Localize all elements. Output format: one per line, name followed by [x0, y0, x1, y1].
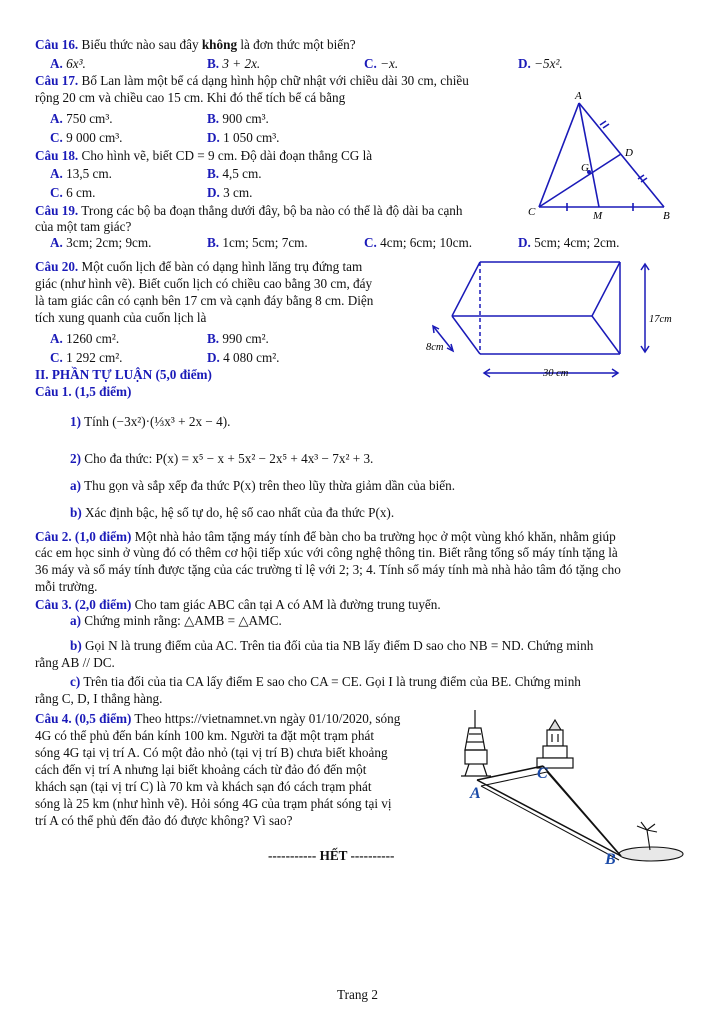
c3-intro: Câu 3. (2,0 điểm) Cho tam giác ABC cân tại A có AM là đường trung tuyến. [35, 597, 441, 612]
c4-line5: khách sạn (tại vị trí C) là 70 km và khách sạn đó cách trạm phát [35, 779, 372, 794]
q18-option-d: D. 3 cm. [207, 185, 253, 200]
label-a: A [575, 90, 582, 102]
page-number: Trang 2 [337, 987, 378, 1002]
q20-option-c: C. 1 292 cm². [50, 350, 123, 365]
q20-option-a: A. 1260 cm². [50, 331, 120, 346]
q17-option-c: C. 9 000 cm³. [50, 130, 123, 145]
tower-icon [461, 710, 491, 776]
c4-line1: Câu 4. (0,5 điểm) Theo https://vietnamnet.vn ngày 01/10/2020, sóng [35, 711, 401, 726]
label-m: M [593, 210, 603, 222]
prism-depth-label: 8cm [426, 342, 444, 353]
q20-stem-3: là tam giác cân có cạnh bên 17 cm và cạnh đáy bằng 8 cm. Diện [35, 293, 374, 308]
q16-stem: Câu 16. Biểu thức nào sau đây không là đơn thức một biến? [35, 37, 356, 52]
label-tower-a: A [470, 785, 481, 802]
island-icon [619, 822, 683, 861]
q18-option-a: A. 13,5 cm. [50, 166, 112, 181]
q18-option-c: C. 6 cm. [50, 185, 96, 200]
hotel-icon [537, 720, 573, 768]
c4-line6: sóng là 25 km (như hình vẽ). Hỏi sóng 4G của trạm phát sóng tại vị [35, 796, 392, 811]
c4-line4: cách đến vị trí A nhưng lại biết khoảng cách từ đảo đó đến một [35, 762, 367, 777]
q16-option-a: A. 6x³. [50, 56, 86, 71]
c4-line7: trí A có thể phủ đến đảo đó được không? Vì sao? [35, 813, 293, 828]
q17-stem-2: rộng 20 cm và chiều cao 15 cm. Khi đó thể tích bể cá bằng [35, 90, 346, 105]
label-d: D [625, 147, 633, 159]
q17-option-d: D. 1 050 cm³. [207, 130, 280, 145]
q18-stem: Câu 18. Cho hình vẽ, biết CD = 9 cm. Độ dài đoạn thẳng CG là [35, 148, 373, 163]
prism-height-label: 17cm [649, 314, 672, 325]
label-g: G [581, 162, 589, 174]
c4-line2: 4G có thể phủ đến bán kính 100 km. Người ta đặt một trạm phát [35, 728, 374, 743]
q17-option-a: A. 750 cm³. [50, 111, 113, 126]
q19-option-d: D. 5cm; 4cm; 2cm. [518, 235, 620, 250]
triangle-figure [520, 88, 690, 223]
q17-stem: Câu 17. Bố Lan làm một bể cá dạng hình hộp chữ nhật với chiều dài 30 cm, chiều [35, 73, 469, 88]
end-marker: ----------- HẾT ---------- [268, 848, 395, 863]
c1-part1: 1) Tính (−3x²)·(⅓x³ + 2x − 4). [70, 414, 231, 429]
q19-option-a: A. 3cm; 2cm; 9cm. [50, 235, 152, 250]
c3-part-b: b) Gọi N là trung điểm của AC. Trên tia đối của tia NB lấy điểm D sao cho NB = ND. Chứng minh [70, 638, 594, 653]
c3-part-c-2: rằng C, D, I thẳng hàng. [35, 691, 163, 706]
tower-figure [455, 700, 695, 870]
c3-part-a: a) Chứng minh rằng: △AMB = △AMC. [70, 613, 282, 628]
q19-option-b: B. 1cm; 5cm; 7cm. [207, 235, 308, 250]
c2-line1: Câu 2. (1,0 điểm) Một nhà hảo tâm tặng máy tính để bàn cho ba trường học ở một vùng khó khăn, nhằm giúp [35, 529, 616, 544]
q18-option-b: B. 4,5 cm. [207, 166, 262, 181]
c1-part2a: a) Thu gọn và sắp xếp đa thức P(x) trên theo lũy thừa giảm dần của biến. [70, 478, 456, 493]
q20-stem: Câu 20. Một cuốn lịch để bàn có dạng hình lăng trụ đứng tam [35, 259, 363, 274]
q20-stem-4: tích xung quanh của cuốn lịch là [35, 310, 207, 325]
q20-option-d: D. 4 080 cm². [207, 350, 280, 365]
label-island-b: B [605, 851, 616, 868]
c2-line2: các em học sinh ở vùng đó có thêm cơ hội tiếp xúc với công nghệ thông tin. Biết rằng tổng số máy tính tặng là [35, 545, 618, 560]
part2-title: II. PHẦN TỰ LUẬN (5,0 điểm) [35, 367, 212, 382]
q19-stem: Câu 19. Trong các bộ ba đoạn thẳng dưới đây, bộ ba nào có thể là độ dài ba cạnh [35, 203, 463, 218]
q20-option-b: B. 990 cm². [207, 331, 269, 346]
label-c: C [528, 206, 536, 218]
c1-part2: 2) Cho đa thức: P(x) = x⁵ − x + 5x² − 2x⁵ + 4x³ − 7x² + 3. [70, 451, 374, 466]
c3-part-c: c) Trên tia đối của tia CA lấy điểm E sao cho CA = CE. Gọi I là trung điểm của BE. Chứng minh [70, 674, 581, 689]
c2-line4: mỗi trường. [35, 579, 98, 594]
prism-length-label: 30 cm [543, 368, 569, 379]
q17-option-b: B. 900 cm³. [207, 111, 269, 126]
prism-figure [420, 250, 690, 380]
c1-part2b: b) Xác định bậc, hệ số tự do, hệ số cao nhất của đa thức P(x). [70, 505, 395, 520]
c1-label: Câu 1. (1,5 điểm) [35, 384, 132, 399]
q19-option-c: C. 4cm; 6cm; 10cm. [364, 235, 473, 250]
q16-option-b: B. 3 + 2x. [207, 56, 261, 71]
q16-option-c: C. −x. [364, 56, 399, 71]
c2-line3: 36 máy và số máy tính được tặng của các trường tỉ lệ với 2; 3; 4. Tính số máy tính mà nhà hảo tâm đó tặng cho [35, 562, 621, 577]
c4-line3: sóng 4G tại vị trí A. Có một đảo nhỏ (tại vị trí B) chưa biết khoảng [35, 745, 388, 760]
label-hotel-c: C [537, 765, 548, 782]
q19-stem-2: của một tam giác? [35, 219, 132, 234]
c3-part-b-2: rằng AB // DC. [35, 655, 115, 670]
q20-stem-2: giác (như hình vẽ). Biết cuốn lịch có chiều cao bằng 30 cm, đáy [35, 276, 373, 291]
label-b: B [663, 210, 670, 222]
q16-option-d: D. −5x². [518, 56, 563, 71]
